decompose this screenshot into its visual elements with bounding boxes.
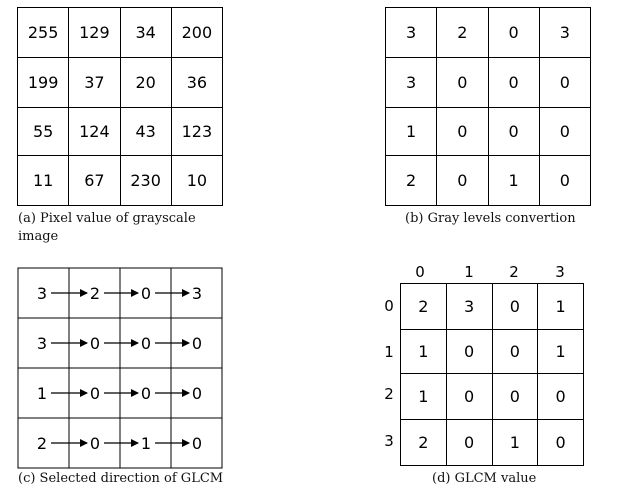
cell-value: 2 — [36, 434, 48, 453]
row-label-0: 0 — [384, 297, 394, 315]
cell-value: 0 — [191, 384, 203, 403]
cell: 0 — [539, 58, 590, 108]
cell: 0 — [446, 374, 492, 420]
cell-value: 3 — [36, 334, 48, 353]
cell: 2 — [386, 156, 437, 206]
cell-value: 0 — [191, 334, 203, 353]
cell: 0 — [492, 330, 538, 374]
cell-value: 0 — [140, 384, 152, 403]
cell: 1 — [488, 156, 539, 206]
caption-d: (d) GLCM value — [432, 471, 537, 486]
cell: 1 — [401, 330, 447, 374]
cell: 2 — [401, 420, 447, 466]
row-label-2: 2 — [384, 385, 394, 403]
cell: 129 — [69, 8, 120, 58]
caption-a: (a) Pixel value of grayscale image — [18, 211, 196, 244]
cell: 2 — [401, 284, 447, 330]
cell: 255 — [18, 8, 69, 58]
pixel-value-grid — [17, 7, 223, 206]
cell-value: 2 — [89, 284, 101, 303]
cell: 1 — [538, 330, 584, 374]
cell: 0 — [539, 108, 590, 156]
panel-a — [17, 7, 223, 206]
cell-value: 3 — [36, 284, 48, 303]
cell: 1 — [386, 108, 437, 156]
cell-value: 0 — [89, 434, 101, 453]
glcm-direction-diagram — [17, 267, 225, 469]
cell: 0 — [437, 58, 488, 108]
cell: 3 — [386, 8, 437, 58]
cell: 124 — [69, 108, 120, 156]
caption-c: (c) Selected direction of GLCM — [18, 471, 224, 486]
cell: 34 — [120, 8, 171, 58]
cell: 0 — [538, 374, 584, 420]
cell: 3 — [386, 58, 437, 108]
cell: 0 — [437, 156, 488, 206]
cell: 0 — [446, 420, 492, 466]
gray-levels-grid — [385, 7, 591, 206]
cell: 11 — [18, 156, 69, 206]
cell: 0 — [488, 58, 539, 108]
cell: 0 — [437, 108, 488, 156]
cell: 0 — [539, 156, 590, 206]
cell: 0 — [492, 374, 538, 420]
cell: 230 — [120, 156, 171, 206]
col-label-0: 0 — [415, 263, 425, 281]
cell: 123 — [171, 108, 222, 156]
cell: 200 — [171, 8, 222, 58]
caption-b: (b) Gray levels convertion — [405, 211, 576, 226]
panel-b — [385, 7, 591, 206]
cell: 37 — [69, 58, 120, 108]
cell: 0 — [446, 330, 492, 374]
cell-value: 0 — [191, 434, 203, 453]
cell: 67 — [69, 156, 120, 206]
cell: 20 — [120, 58, 171, 108]
cell-value: 1 — [140, 434, 152, 453]
cell: 1 — [492, 420, 538, 466]
cell: 0 — [538, 420, 584, 466]
panel-d — [400, 283, 584, 466]
row-label-1: 1 — [384, 343, 394, 361]
panel-c — [17, 267, 225, 473]
cell: 3 — [446, 284, 492, 330]
cell: 55 — [18, 108, 69, 156]
cell: 0 — [488, 108, 539, 156]
glcm-value-grid — [400, 283, 584, 466]
cell: 0 — [492, 284, 538, 330]
cell: 2 — [437, 8, 488, 58]
cell: 1 — [538, 284, 584, 330]
cell: 0 — [488, 8, 539, 58]
cell: 199 — [18, 58, 69, 108]
cell: 1 — [401, 374, 447, 420]
cell-value: 0 — [89, 334, 101, 353]
col-label-2: 2 — [509, 263, 519, 281]
cell-value: 0 — [89, 384, 101, 403]
col-label-3: 3 — [555, 263, 565, 281]
cell: 3 — [539, 8, 590, 58]
cell-value: 3 — [191, 284, 203, 303]
cell-value: 0 — [140, 284, 152, 303]
cell-value: 1 — [36, 384, 48, 403]
cell: 10 — [171, 156, 222, 206]
row-label-3: 3 — [384, 432, 394, 450]
col-label-1: 1 — [464, 263, 474, 281]
cell: 36 — [171, 58, 222, 108]
cell-value: 0 — [140, 334, 152, 353]
cell: 43 — [120, 108, 171, 156]
